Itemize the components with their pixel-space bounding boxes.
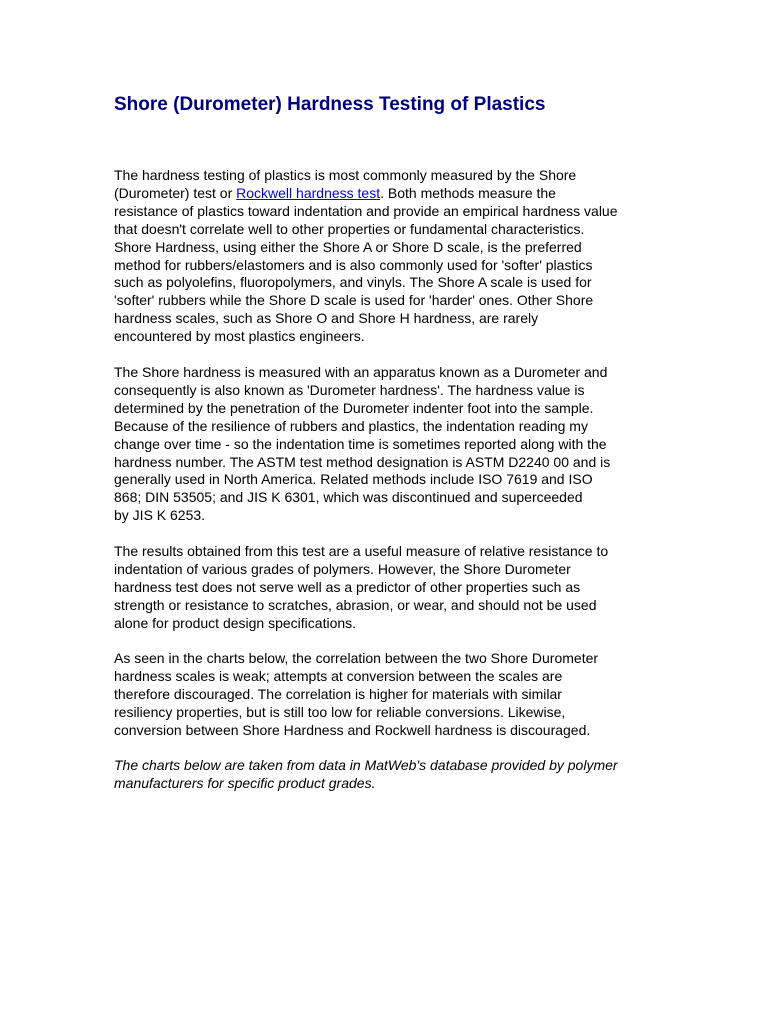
paragraph-line: indentation of various grades of polymers. However, the Shore Durometer bbox=[114, 560, 571, 577]
paragraph-line: The charts below are taken from data in MatWeb's database provided by polymer bbox=[114, 757, 618, 773]
paragraph-results bbox=[114, 543, 674, 633]
paragraph-charts-note bbox=[114, 757, 674, 793]
rockwell-hardness-test-link[interactable]: Rockwell hardness test bbox=[236, 184, 381, 201]
paragraph-line: Because of the resilience of rubbers and plastics, the indentation reading my bbox=[114, 417, 588, 434]
paragraph-line: alone for product design specifications. bbox=[114, 614, 357, 631]
paragraph-line: encountered by most plastics engineers. bbox=[114, 328, 365, 345]
paragraph-line: such as polyolefins, fluoropolymers, and vinyls. The Shore A scale is used for bbox=[114, 274, 592, 291]
paragraph-intro bbox=[114, 167, 674, 346]
paragraph-correlation bbox=[114, 650, 674, 740]
paragraph-line: The Shore hardness is measured with an apparatus known as a Durometer and bbox=[114, 364, 608, 380]
paragraph-line: 868; DIN 53505; and JIS K 6301, which was discontinued and superceeded bbox=[114, 489, 583, 506]
page-title: Shore (Durometer) Hardness Testing of Plastics bbox=[114, 94, 546, 115]
paragraph-line: hardness test does not serve well as a predictor of other properties such as bbox=[114, 578, 581, 595]
paragraph-line: method for rubbers/elastomers and is also commonly used for 'softer' plastics bbox=[114, 256, 593, 273]
paragraph-durometer bbox=[114, 364, 674, 525]
paragraph-line: The results obtained from this test are a useful measure of relative resistance to bbox=[114, 543, 609, 559]
paragraph-line: determined by the penetration of the Durometer indenter foot into the sample. bbox=[114, 399, 594, 416]
paragraph-line: conversion between Shore Hardness and Rockwell hardness is discouraged. bbox=[114, 721, 591, 738]
paragraph-line: consequently is also known as 'Durometer hardness'. The hardness value is bbox=[114, 381, 585, 398]
paragraph-text: (Durometer) test or bbox=[114, 184, 237, 201]
paragraph-line: generally used in North America. Related methods include ISO 7619 and ISO bbox=[114, 471, 593, 488]
paragraph-line: strength or resistance to scratches, abrasion, or wear, and should not be used bbox=[114, 596, 597, 613]
paragraph-line: hardness scales is weak; attempts at conversion between the scales are bbox=[114, 667, 563, 684]
paragraph-line bbox=[114, 185, 674, 203]
paragraph-line: therefore discouraged. The correlation is higher for materials with similar bbox=[114, 685, 562, 702]
paragraph-line: resistance of plastics toward indentation and provide an empirical hardness value bbox=[114, 202, 618, 219]
paragraph-line: change over time - so the indentation time is sometimes reported along with the bbox=[114, 435, 607, 452]
paragraph-line: manufacturers for specific product grades. bbox=[114, 774, 376, 791]
paragraph-line: hardness number. The ASTM test method designation is ASTM D2240 00 and is bbox=[114, 453, 611, 470]
paragraph-line: 'softer' rubbers while the Shore D scale is used for 'harder' ones. Other Shore bbox=[114, 292, 594, 309]
paragraph-line: that doesn't correlate well to other properties or fundamental characteristics. bbox=[114, 220, 585, 237]
paragraph-line: by JIS K 6253. bbox=[114, 507, 206, 524]
paragraph-line: resiliency properties, but is still too low for reliable conversions. Likewise, bbox=[114, 703, 566, 720]
paragraph-line: hardness scales, such as Shore O and Shore H hardness, are rarely bbox=[114, 310, 539, 327]
paragraph-text: . Both methods measure the bbox=[380, 184, 556, 201]
paragraph-line: Shore Hardness, using either the Shore A or Shore D scale, is the preferred bbox=[114, 238, 582, 255]
paragraph-line: The hardness testing of plastics is most commonly measured by the Shore bbox=[114, 167, 577, 183]
paragraph-line: As seen in the charts below, the correlation between the two Shore Durometer bbox=[114, 650, 599, 666]
